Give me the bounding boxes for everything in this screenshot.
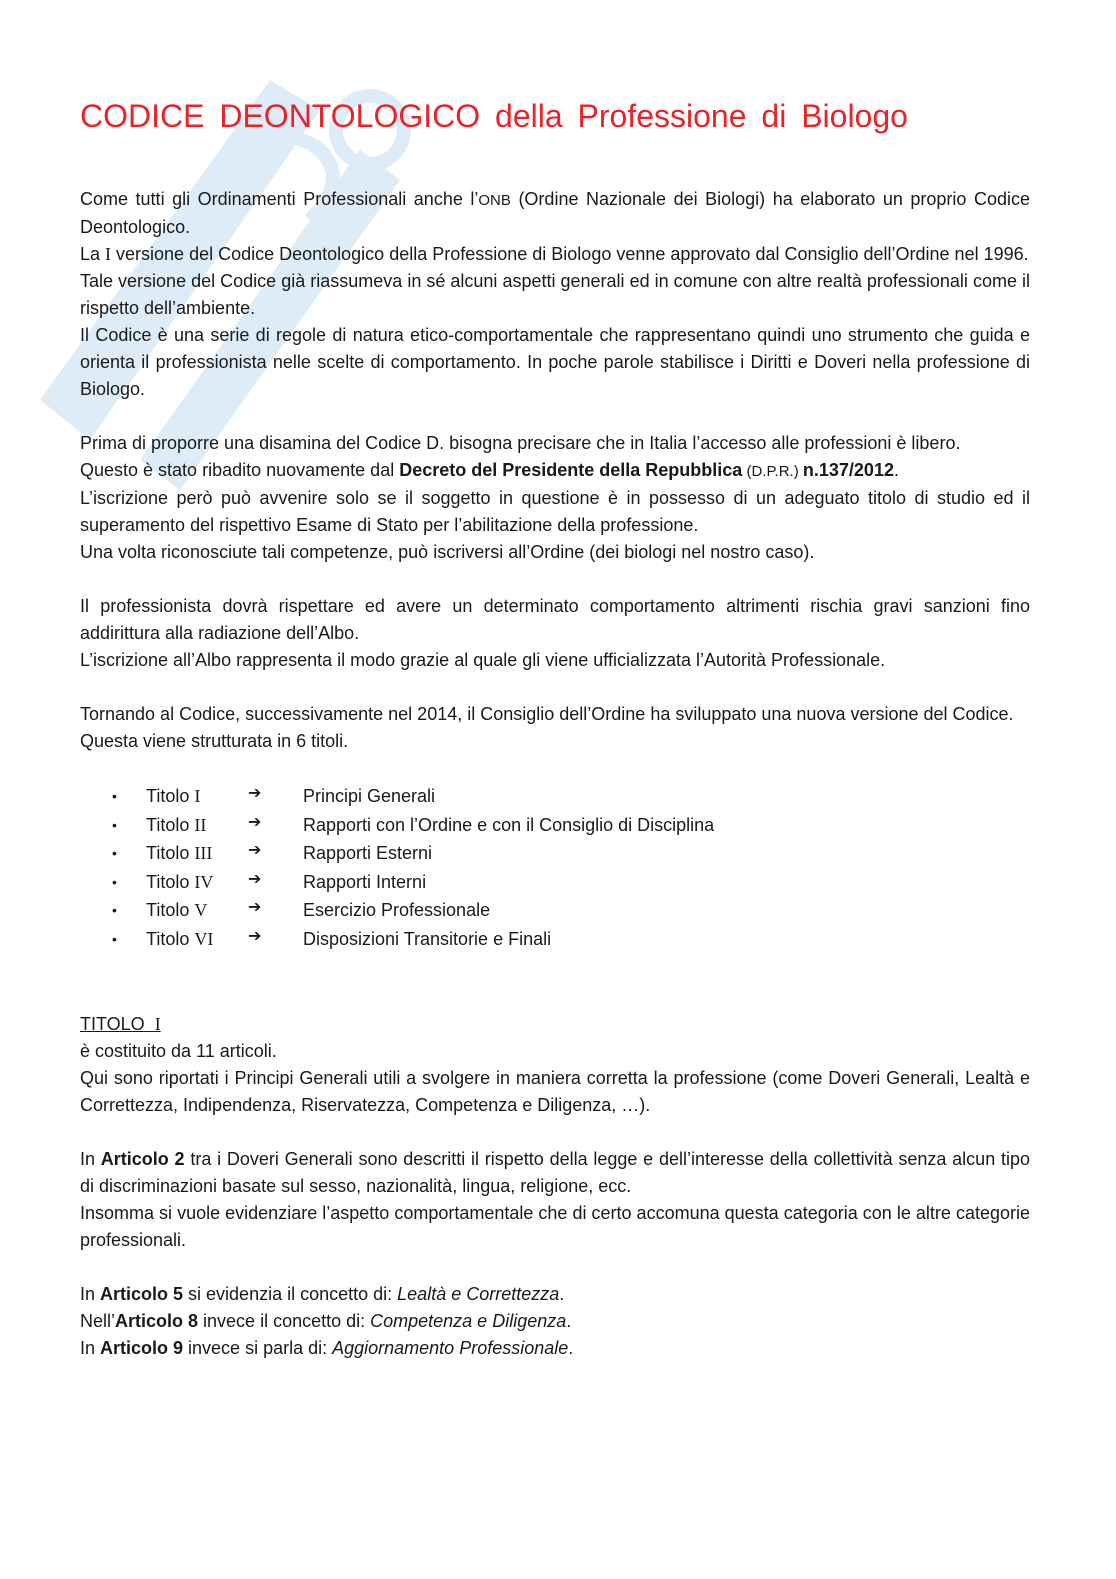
access-paragraph-2: Questo è stato ribadito nuovamente dal Decreto del Presidente della Repubblica (D.P.R.) n.137/2012.: [80, 460, 899, 480]
bullet-icon: •: [112, 788, 117, 804]
articolo-2-paragraph: In Articolo 2 tra i Doveri Generali sono descritti il rispetto della legge e dell’interesse della collettività senza alcun tipo di discriminazioni basate sul sesso, nazionalità, lingua, religione, ecc.: [80, 1149, 1030, 1196]
bullet-icon: •: [112, 930, 117, 947]
bullet-icon: •: [112, 902, 117, 918]
intro-paragraph-1: Come tutti gli Ordinamenti Professionali anche l’ONB (Ordine Nazionale dei Biologi) ha elaborato un proprio Codice Deontologico.: [80, 189, 1030, 237]
list-item: • Titolo VI ➔ Disposizioni Transitorie e Finali: [80, 925, 1030, 954]
titolo-1-heading: TITOLO I: [80, 1014, 161, 1034]
intro-paragraph-4: Il Codice è una serie di regole di natura etico-comportamentale che rappresentano quindi uno strumento che guida e orienta il professionista nelle scelte di comportamento. In poche parole stabilisce i Diritti e Doveri nella professione di Biologo.: [80, 325, 1030, 399]
titoli-list: [80, 782, 1030, 953]
access-paragraph-4: Una volta riconosciute tali competenze, può iscriversi all’Ordine (dei biologi nel nostro caso).: [80, 542, 815, 562]
bullet-icon: •: [112, 873, 117, 890]
arrow-right-icon: ➔: [248, 899, 262, 916]
sanctions-paragraph-2: L’iscrizione all’Albo rappresenta il modo grazie al quale gli viene ufficializzata l’Autorità Professionale.: [80, 650, 886, 670]
intro-paragraph-3: Tale versione del Codice già riassumeva in sé alcuni aspetti generali ed in comune con altre realtà professionali come il rispetto dell’ambiente.: [80, 271, 1030, 318]
articolo-2-paragraph-2: Insomma si vuole evidenziare l’aspetto comportamentale che di certo accomuna questa categoria con le altre categorie professionali.: [80, 1203, 1030, 1250]
titolo-1-line-2: Qui sono riportati i Principi Generali utili a svolgere in maniera corretta la professione (come Doveri Generali, Lealtà e Correttezza, Indipendenza, Riservatezza, Competenza e Diligenza, …).: [80, 1068, 1030, 1115]
dpr-name: Decreto del Presidente della Repubblica: [399, 460, 743, 480]
bullet-icon: •: [112, 845, 117, 861]
list-item: • Titolo IV ➔ Rapporti Interni: [80, 868, 1030, 897]
arrow-right-icon: ➔: [248, 813, 262, 831]
sanctions-paragraph-1: Il professionista dovrà rispettare ed avere un determinato comportamento altrimenti rischia gravi sanzioni fino addirittura alla radiazione dell’Albo.: [80, 596, 1030, 643]
list-item: • Titolo III ➔ Rapporti Esterni: [80, 839, 1030, 868]
list-item: • Titolo V ➔ Esercizio Professionale: [80, 896, 1030, 925]
codice-paragraph-2: Questa viene strutturata in 6 titoli.: [80, 731, 349, 751]
articolo-9-line: In Articolo 9 invece si parla di: Aggiornamento Professionale.: [80, 1338, 574, 1358]
arrow-right-icon: ➔: [248, 785, 262, 802]
bullet-icon: •: [112, 816, 117, 833]
titolo-1-line-1: è costituito da 11 articoli.: [80, 1041, 277, 1061]
arrow-right-icon: ➔: [248, 870, 262, 888]
codice-paragraph-1: Tornando al Codice, successivamente nel 2014, il Consiglio dell’Ordine ha sviluppato una nuova versione del Codice.: [80, 704, 1014, 724]
page-title: CODICE DEONTOLOGICO della Professione di Biologo: [80, 98, 908, 134]
list-item: • Titolo II ➔ Rapporti con l’Ordine e con il Consiglio di Disciplina: [80, 811, 1030, 840]
access-paragraph-1: Prima di proporre una disamina del Codice D. bisogna precisare che in Italia l’accesso alle professioni è libero.: [80, 433, 961, 453]
document-page: [80, 94, 1030, 1362]
access-paragraph-3: L’iscrizione però può avvenire solo se il soggetto in questione è in possesso di un adeguato titolo di studio ed il superamento del rispettivo Esame di Stato per l’abilitazione della professione.: [80, 488, 1030, 535]
list-item: • Titolo I ➔ Principi Generali: [80, 782, 1030, 811]
articolo-8-line: Nell’Articolo 8 invece il concetto di: Competenza e Diligenza.: [80, 1311, 572, 1331]
arrow-right-icon: ➔: [248, 927, 262, 945]
articolo-5-line: In Articolo 5 si evidenzia il concetto di: Lealtà e Correttezza.: [80, 1284, 565, 1304]
arrow-right-icon: ➔: [248, 842, 262, 859]
intro-paragraph-2: La I versione del Codice Deontologico della Professione di Biologo venne approvato dal Consiglio dell’Ordine nel 1996.: [80, 244, 1029, 264]
roman-numeral: I: [105, 244, 112, 264]
dpr-number: n.137/2012: [802, 460, 894, 480]
onb-acronym: ONB: [478, 192, 511, 209]
